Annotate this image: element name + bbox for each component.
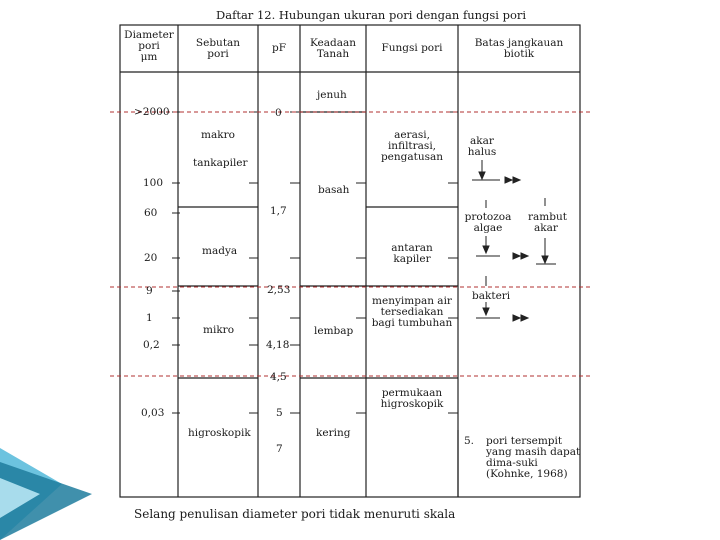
biotik-rambut-akar: rambut akar [528,211,567,234]
diameter-value: 1 [146,312,153,324]
fungsi-antaran: antaran kapiler [391,242,433,265]
pf-value: 4,5 [270,371,287,383]
diameter-value: 9 [146,285,153,297]
fungsi-menyimpan: menyimpan air tersediakan bagi tumbuhan [371,295,453,329]
biotik-protozoa: protozoa algae [464,211,512,234]
footer-note: Selang penulisan diameter pori tidak menuruti skala [134,507,456,521]
header-keadaan: Keadaan Tanah [309,37,357,60]
sebutan-makro: makro [201,129,235,141]
keadaan-jenuh: jenuh [317,89,347,101]
diameter-value: 100 [143,177,164,189]
header-sebutan: Sebutan pori [195,37,241,60]
sebutan-madya: madya [202,245,238,257]
biotik-bakteri: bakteri [472,290,511,302]
pf-value: 1,7 [270,205,287,217]
keadaan-basah: basah [318,184,350,196]
sebutan-higroskopik: higroskopik [188,427,251,439]
keadaan-kering: kering [316,427,351,439]
keadaan-lembap: lembap [314,325,354,337]
sebutan-mikro: mikro [203,324,235,336]
table-title: Daftar 12. Hubungan ukuran pori dengan fungsi pori [216,8,527,22]
pf-value: 2,53 [267,284,291,296]
diameter-value: >2000 [134,106,170,118]
header-batas: Batas jangkauan biotik [474,37,564,60]
pf-value: 4,18 [266,339,290,351]
biotik-akar-halus: akar halus [467,135,497,158]
fungsi-aerasi: aerasi, infiltrasi, pengatusan [380,129,444,163]
diameter-value: 20 [144,252,158,264]
sebutan-tankapiler: tankapiler [193,157,248,169]
biotik-note: pori tersempit yang masih dapat dima-suki (Kohnke, 1968) [486,435,581,480]
header-fungsi: Fungsi pori [381,42,443,54]
header-pf: pF [271,42,286,54]
slide-decoration [0,448,100,540]
diameter-value: 60 [144,207,158,219]
note-number: 5. [464,435,475,447]
pf-value: 5 [276,407,283,419]
pf-value: 7 [276,443,283,455]
diameter-value: 0,03 [141,407,165,419]
header-diameter: Diameter pori μm [124,29,174,63]
pf-value: 0 [275,107,282,119]
diameter-value: 0,2 [143,339,160,351]
fungsi-permukaan: permukaan higroskopik [380,387,444,410]
